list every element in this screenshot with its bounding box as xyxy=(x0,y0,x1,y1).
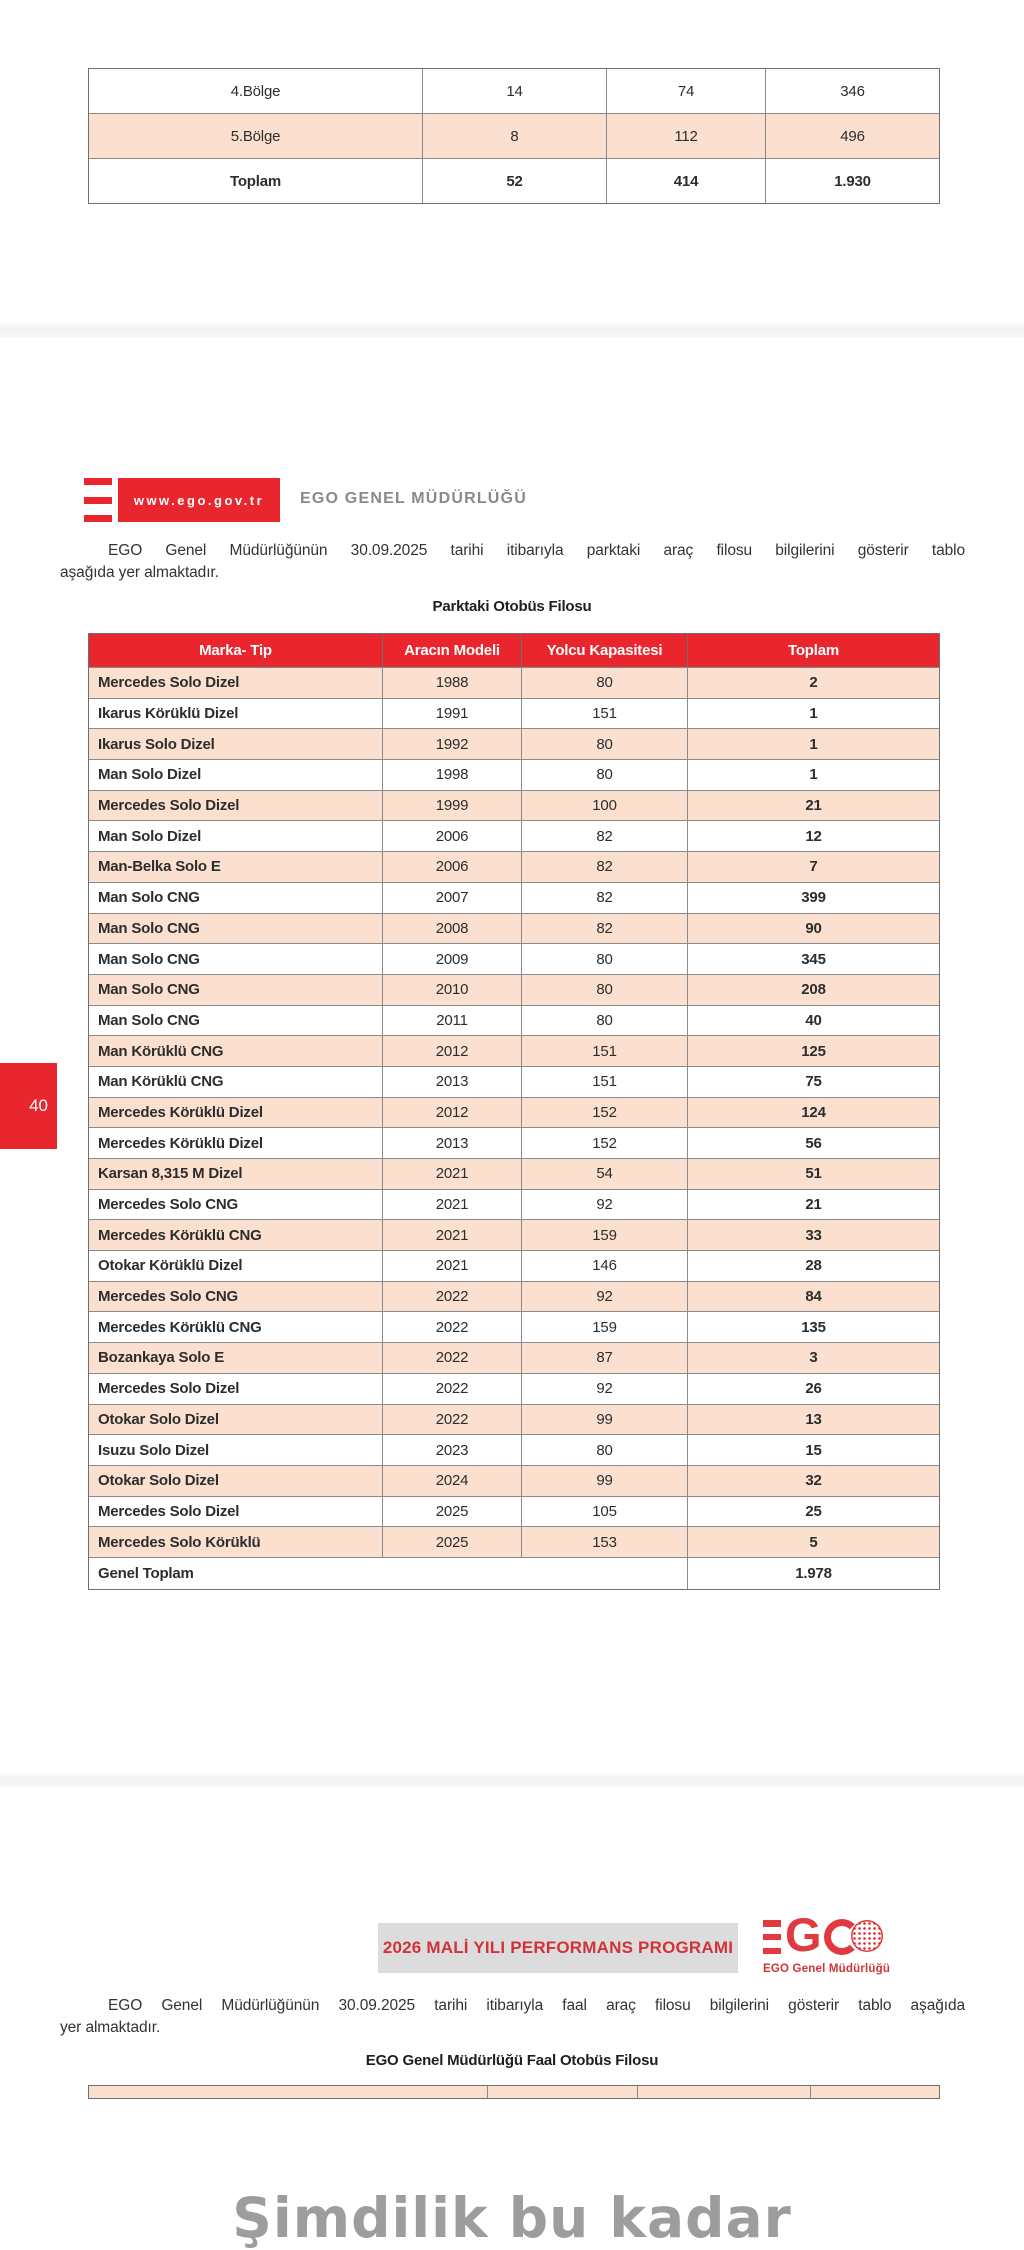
brand-cell: Karsan 8,315 M Dizel xyxy=(89,1159,382,1189)
brand-cell: Man Solo CNG xyxy=(89,975,382,1005)
capacity-cell: 151 xyxy=(521,1036,687,1066)
model-cell: 2007 xyxy=(382,883,521,913)
total-cell: 26 xyxy=(687,1374,939,1404)
model-cell: 2025 xyxy=(382,1497,521,1527)
total-cell: 84 xyxy=(687,1282,939,1312)
table-row xyxy=(89,790,939,821)
total-cell: 90 xyxy=(687,914,939,944)
brand-cell: Otokar Körüklü Dizel xyxy=(98,1257,243,1275)
value-cell: 52 xyxy=(422,159,606,203)
brand-cell: Mercedes Körüklü CNG xyxy=(89,1220,382,1250)
brand-cell: Isuzu Solo Dizel xyxy=(98,1441,209,1459)
ego-g-letter: G xyxy=(785,1908,822,1961)
region-cell: 5.Bölge xyxy=(89,114,422,158)
brand-cell: Man Körüklü CNG xyxy=(98,1073,224,1091)
brand-cell: Mercedes Körüklü Dizel xyxy=(89,1098,382,1128)
model-cell: 2022 xyxy=(382,1405,521,1435)
table-row xyxy=(89,851,939,882)
paragraph-line: EGO Genel Müdürlüğünün 30.09.2025 tarihi itibarıyla faal araç filosu bilgilerini gösterir tablo aşağıda xyxy=(108,1997,965,2014)
total-cell: 208 xyxy=(687,975,939,1005)
header-cell: Yolcu Kapasitesi xyxy=(521,634,687,667)
page-separator xyxy=(0,323,1024,338)
table-row xyxy=(89,69,939,113)
table-row xyxy=(89,1373,939,1404)
table-row xyxy=(89,1158,939,1189)
paragraph-line: yer almaktadır. xyxy=(60,2019,161,2036)
table-row xyxy=(89,1311,939,1342)
total-cell: 12 xyxy=(687,821,939,851)
capacity-cell: 99 xyxy=(521,1466,687,1496)
region-cell: 4.Bölge xyxy=(230,82,281,100)
capacity-cell: 146 xyxy=(521,1251,687,1281)
brand-cell: Man Solo CNG xyxy=(98,889,200,907)
table-row xyxy=(89,820,939,851)
model-cell: 2013 xyxy=(382,1067,521,1097)
total-cell: 135 xyxy=(687,1312,939,1342)
value-cell: 8 xyxy=(422,114,606,158)
table-row xyxy=(89,1526,939,1557)
total-cell: 33 xyxy=(687,1220,939,1250)
brand-cell: Otokar Solo Dizel xyxy=(89,1466,382,1496)
capacity-cell: 80 xyxy=(521,1006,687,1036)
total-cell: 21 xyxy=(687,1190,939,1220)
cutoff-overlay-text: Şimdilik bu kadar xyxy=(232,2186,792,2250)
model-cell: 2013 xyxy=(382,1128,521,1158)
model-cell: 2022 xyxy=(382,1282,521,1312)
table-row xyxy=(89,698,939,729)
table-row xyxy=(89,667,939,698)
total-cell: 399 xyxy=(687,883,939,913)
intro-paragraph-active-fleet xyxy=(60,1995,965,2039)
table-row xyxy=(89,1127,939,1158)
capacity-cell: 151 xyxy=(521,1067,687,1097)
capacity-cell: 80 xyxy=(521,944,687,974)
model-cell: 2021 xyxy=(382,1251,521,1281)
total-cell: 124 xyxy=(687,1098,939,1128)
ego-logo-glyphs xyxy=(763,1908,883,1961)
grand-total-value-cell: 1.978 xyxy=(687,1558,939,1589)
ego-bars-icon xyxy=(84,478,112,522)
model-cell xyxy=(487,2086,637,2099)
capacity-cell: 54 xyxy=(521,1159,687,1189)
value-cell: 112 xyxy=(606,114,765,158)
table-row xyxy=(89,1496,939,1527)
value-cell: 414 xyxy=(606,159,765,203)
value-cell: 14 xyxy=(422,69,606,113)
capacity-cell xyxy=(637,2086,810,2099)
value-cell: 1.930 xyxy=(765,159,939,203)
total-cell: 2 xyxy=(687,668,939,698)
brand-cell: Man-Belka Solo E xyxy=(89,852,382,882)
model-cell: 2024 xyxy=(382,1466,521,1496)
ego-url-box xyxy=(118,478,280,522)
org-name-label: EGO GENEL MÜDÜRLÜĞÜ xyxy=(300,490,527,507)
brand-cell: Man Solo CNG xyxy=(98,1011,200,1029)
total-cell: 21 xyxy=(687,791,939,821)
model-cell: 2021 xyxy=(382,1159,521,1189)
page-separator xyxy=(0,1773,1024,1788)
brand-cell: Mercedes Solo Dizel xyxy=(98,1380,240,1398)
capacity-cell: 87 xyxy=(521,1343,687,1373)
capacity-cell: 153 xyxy=(521,1527,687,1557)
table-row xyxy=(89,1189,939,1220)
table-row xyxy=(89,728,939,759)
table-row xyxy=(89,113,939,158)
model-cell: 2023 xyxy=(382,1435,521,1465)
capacity-cell: 92 xyxy=(521,1190,687,1220)
model-cell: 1992 xyxy=(382,729,521,759)
total-cell: 5 xyxy=(687,1527,939,1557)
model-cell: 2012 xyxy=(382,1036,521,1066)
paragraph-line: aşağıda yer almaktadır. xyxy=(60,564,219,581)
ego-logo-subtitle: EGO Genel Müdürlüğü xyxy=(763,1963,891,1975)
ego-brand-logo xyxy=(763,1908,891,1975)
capacity-cell: 105 xyxy=(521,1497,687,1527)
brand-cell: Mercedes Solo CNG xyxy=(89,1282,382,1312)
table-row xyxy=(89,974,939,1005)
brand-cell: Man Solo Dizel xyxy=(98,766,202,784)
capacity-cell: 152 xyxy=(521,1098,687,1128)
capacity-cell: 82 xyxy=(521,821,687,851)
model-cell: 2010 xyxy=(382,975,521,1005)
capacity-cell: 80 xyxy=(521,668,687,698)
total-cell: 1 xyxy=(687,729,939,759)
total-cell: 13 xyxy=(687,1405,939,1435)
header-cell: Aracın Modeli xyxy=(382,634,521,667)
table-row xyxy=(89,1250,939,1281)
grand-total-label-cell: Genel Toplam xyxy=(98,1564,194,1582)
table-title-park-fleet: Parktaki Otobüs Filosu xyxy=(432,598,592,615)
ego-header-logo xyxy=(84,478,280,522)
total-cell: 32 xyxy=(687,1466,939,1496)
table-row xyxy=(89,1005,939,1036)
total-cell: 15 xyxy=(687,1435,939,1465)
table-row xyxy=(89,1066,939,1097)
brand-cell: Ikarus Solo Dizel xyxy=(89,729,382,759)
capacity-cell: 159 xyxy=(521,1220,687,1250)
capacity-cell: 82 xyxy=(521,852,687,882)
model-cell: 1991 xyxy=(382,699,521,729)
capacity-cell: 159 xyxy=(521,1312,687,1342)
capacity-cell: 80 xyxy=(521,760,687,790)
model-cell: 2022 xyxy=(382,1312,521,1342)
paragraph-line: EGO Genel Müdürlüğünün 30.09.2025 tarihi itibarıyla parktaki araç filosu bilgilerini gösterir tablo xyxy=(108,542,965,559)
capacity-cell: 152 xyxy=(521,1128,687,1158)
table-row xyxy=(89,759,939,790)
brand-cell: Man Solo CNG xyxy=(98,950,200,968)
region-cell: Toplam xyxy=(229,172,282,190)
total-cell xyxy=(810,2086,939,2099)
total-cell: 28 xyxy=(687,1251,939,1281)
model-cell: 2022 xyxy=(382,1374,521,1404)
total-cell: 345 xyxy=(687,944,939,974)
brand-cell: Mercedes Körüklü CNG xyxy=(98,1318,262,1336)
capacity-cell: 82 xyxy=(521,883,687,913)
page-number-tab: 40 xyxy=(0,1063,57,1149)
value-cell: 346 xyxy=(765,69,939,113)
capacity-cell: 80 xyxy=(521,1435,687,1465)
brand-cell: Bozankaya Solo E xyxy=(89,1343,382,1373)
table-row xyxy=(89,882,939,913)
brand-cell: Mercedes Solo Dizel xyxy=(89,668,382,698)
capacity-cell: 80 xyxy=(521,729,687,759)
model-cell: 1988 xyxy=(382,668,521,698)
intro-paragraph-park-fleet xyxy=(60,540,965,584)
total-cell: 40 xyxy=(687,1006,939,1036)
model-cell: 2022 xyxy=(382,1343,521,1373)
header-cell: Marka- Tip xyxy=(89,634,382,667)
capacity-cell: 100 xyxy=(521,791,687,821)
program-title: 2026 MALİ YILI PERFORMANS PROGRAMI xyxy=(382,1938,734,1957)
model-cell: 2025 xyxy=(382,1527,521,1557)
capacity-cell: 82 xyxy=(521,914,687,944)
table-row xyxy=(89,1281,939,1312)
model-cell: 2008 xyxy=(382,914,521,944)
capacity-cell: 80 xyxy=(521,975,687,1005)
ego-url-label: www.ego.gov.tr xyxy=(133,492,265,508)
capacity-cell: 92 xyxy=(521,1374,687,1404)
model-cell: 2021 xyxy=(382,1190,521,1220)
value-cell: 74 xyxy=(606,69,765,113)
ego-seal-icon xyxy=(851,1920,883,1952)
model-cell: 1998 xyxy=(382,760,521,790)
capacity-cell: 151 xyxy=(521,699,687,729)
table-row xyxy=(89,1035,939,1066)
total-cell: 1 xyxy=(687,699,939,729)
total-cell: 56 xyxy=(687,1128,939,1158)
ego-e-icon xyxy=(763,1920,781,1954)
program-title-bar xyxy=(378,1923,738,1973)
table-row xyxy=(89,634,939,667)
brand-cell: Mercedes Solo Körüklü xyxy=(89,1527,382,1557)
capacity-cell: 99 xyxy=(521,1405,687,1435)
model-cell: 2009 xyxy=(382,944,521,974)
table-row xyxy=(89,1342,939,1373)
model-cell: 2011 xyxy=(382,1006,521,1036)
model-cell: 1999 xyxy=(382,791,521,821)
table-row xyxy=(89,1465,939,1496)
total-cell: 125 xyxy=(687,1036,939,1066)
brand-cell: Mercedes Solo CNG xyxy=(98,1196,238,1214)
brand-cell: Mercedes Körüklü Dizel xyxy=(98,1134,263,1152)
total-cell: 3 xyxy=(687,1343,939,1373)
table-row xyxy=(89,943,939,974)
bus-fleet-table xyxy=(88,633,940,1590)
active-fleet-table-partial xyxy=(88,2085,940,2099)
model-cell: 2021 xyxy=(382,1220,521,1250)
capacity-cell: 92 xyxy=(521,1282,687,1312)
table-row xyxy=(89,1404,939,1435)
model-cell: 2012 xyxy=(382,1098,521,1128)
value-cell: 496 xyxy=(765,114,939,158)
table-row xyxy=(89,913,939,944)
model-cell: 2006 xyxy=(382,852,521,882)
table-row xyxy=(89,2086,939,2099)
brand-cell: Otokar Solo Dizel xyxy=(89,1405,382,1435)
brand-cell: Man Körüklü CNG xyxy=(89,1036,382,1066)
header-cell: Toplam xyxy=(687,634,939,667)
brand-cell: Man Solo CNG xyxy=(89,914,382,944)
brand-cell: Man Solo Dizel xyxy=(98,827,202,845)
total-cell: 51 xyxy=(687,1159,939,1189)
brand-cell: Mercedes Solo Dizel xyxy=(98,1502,240,1520)
total-cell: 7 xyxy=(687,852,939,882)
model-cell: 2006 xyxy=(382,821,521,851)
brand-cell: Mercedes Solo Dizel xyxy=(89,791,382,821)
region-summary-table xyxy=(88,68,940,204)
table-row xyxy=(89,1434,939,1465)
brand-cell: Ikarus Körüklü Dizel xyxy=(98,705,239,723)
table-row xyxy=(89,1097,939,1128)
total-cell: 1 xyxy=(687,760,939,790)
total-cell: 75 xyxy=(687,1067,939,1097)
table-row xyxy=(89,1557,939,1589)
table-title-active-fleet: EGO Genel Müdürlüğü Faal Otobüs Filosu xyxy=(365,2052,659,2069)
table-row xyxy=(89,158,939,203)
brand-cell xyxy=(89,2086,487,2099)
total-cell: 25 xyxy=(687,1497,939,1527)
table-row xyxy=(89,1219,939,1250)
